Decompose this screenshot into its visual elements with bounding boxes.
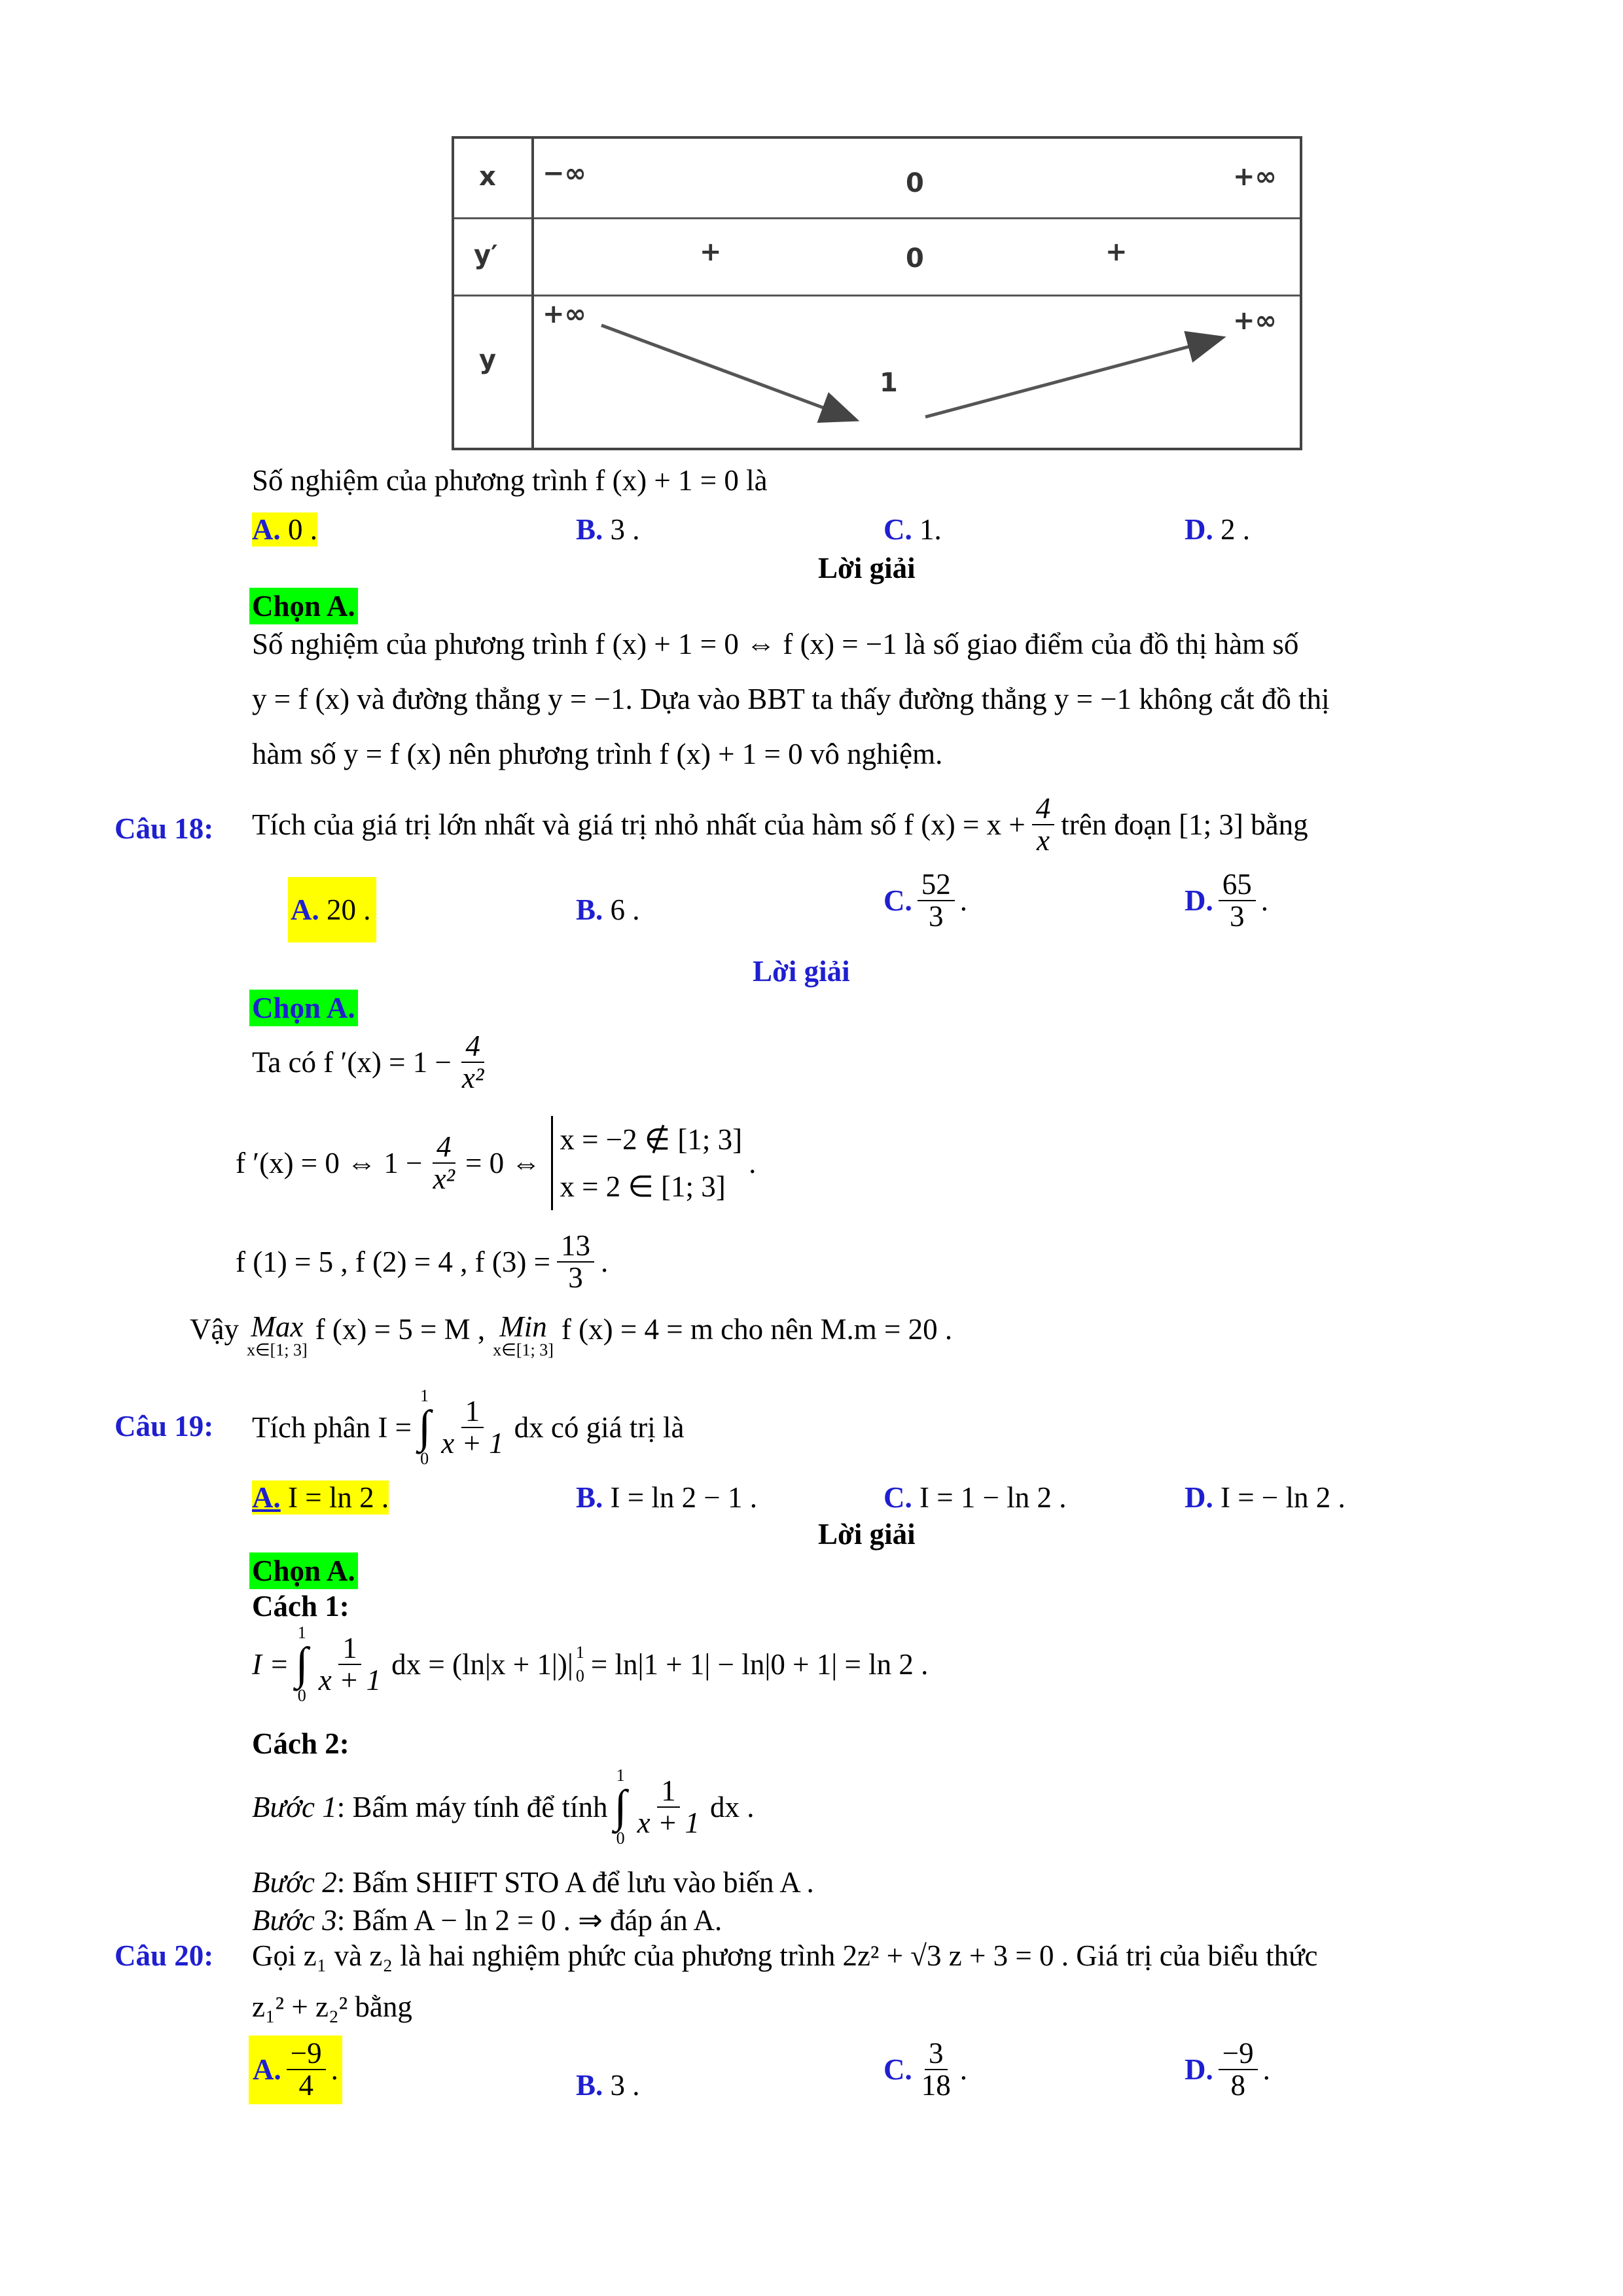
- q19-step-2-text: : Bấm SHIFT STO A để lưu vào biến A .: [336, 1866, 814, 1899]
- q18-step-derivative: [252, 1031, 488, 1094]
- q17-option-c: [883, 512, 942, 547]
- q18-label: Câu 18:: [115, 812, 214, 845]
- q19-integral-upper: 1: [420, 1386, 429, 1405]
- q18-option-d-numerator: 65: [1219, 869, 1256, 901]
- q19-integral: [418, 1388, 431, 1467]
- q19-m1-integral-lower: 0: [297, 1686, 306, 1705]
- q19-step-1-integral-upper: 1: [616, 1766, 625, 1785]
- q19-step-1-text: : Bấm máy tính để tính: [336, 1791, 608, 1823]
- q18-option-b: [576, 893, 640, 927]
- q19-option-a-letter: A.: [252, 1481, 281, 1514]
- q18-max-operator: [247, 1312, 308, 1359]
- q19-question-start: Tích phân I =: [252, 1411, 412, 1444]
- q18-values-numerator: 13: [557, 1230, 594, 1263]
- q18-critical-equiv: = 0 ⇔: [465, 1147, 541, 1179]
- q19-option-c-letter: C.: [883, 1481, 912, 1514]
- q19-method-2: Cách 2:: [252, 1727, 349, 1760]
- q19-step-1-integral-sign: ∫: [614, 1782, 627, 1832]
- q19-step-1-numerator: 1: [657, 1776, 680, 1808]
- q19-m1-bound-lower: 0: [575, 1666, 584, 1685]
- q19-step-1-end: dx .: [710, 1791, 755, 1823]
- q18-step-critical-points: [236, 1116, 756, 1210]
- x-pos-inf: +∞: [1233, 162, 1277, 192]
- q19-option-a: [252, 1480, 389, 1515]
- q19-step-2: [252, 1865, 814, 1899]
- y-pos-inf-left: +∞: [543, 299, 586, 329]
- q18-option-d-dot: .: [1260, 884, 1268, 918]
- q20-option-a-numerator: −9: [287, 2038, 326, 2070]
- q19-question: [252, 1388, 685, 1467]
- q18-conclusion-start: Vậy: [190, 1313, 239, 1346]
- q18-min-subscript: x∈[1; 3]: [493, 1340, 554, 1359]
- q20-option-d: [1185, 2038, 1270, 2102]
- q19-step-2-label: Bước 2: [252, 1866, 337, 1899]
- q18-step-values: [236, 1230, 608, 1294]
- q20-option-a: [249, 2036, 342, 2104]
- q18-derivative-text: Ta có f ′(x) = 1 −: [252, 1046, 452, 1079]
- q19-m1-middle: dx = (ln|x + 1|)|: [391, 1648, 573, 1681]
- q20-option-a-letter: A.: [253, 2053, 281, 2087]
- q18-option-a-text: 20 .: [327, 893, 371, 926]
- q18-option-c-numerator: 52: [918, 869, 955, 901]
- q18-case-2: x = 2 ∈ [1; 3]: [560, 1170, 726, 1203]
- q19-method-1-line: [252, 1624, 928, 1704]
- yprime-plus-right: +: [1105, 237, 1128, 267]
- q20-option-a-denominator: 4: [298, 2069, 313, 2102]
- q17-solution-line-3: hàm số y = f (x) nên phương trình f (x) + 1 = 0 vô nghiệm.: [252, 738, 943, 770]
- q18-question-end: trên đoạn [1; 3] bằng: [1061, 808, 1308, 842]
- q19-option-b-text: I = ln 2 − 1 .: [610, 1481, 758, 1514]
- q18-option-c-fraction: [918, 869, 955, 933]
- x-zero: 0: [906, 168, 924, 198]
- row-label-yprime: y′: [474, 240, 498, 270]
- x-neg-inf: −∞: [543, 158, 586, 188]
- q18-option-d-letter: D.: [1185, 884, 1213, 918]
- q19-m1-numerator: 1: [338, 1633, 361, 1665]
- q17-question: Số nghiệm của phương trình f (x) + 1 = 0 là: [252, 464, 768, 497]
- arrow-decreasing: [601, 325, 853, 419]
- q18-option-a-letter: A.: [291, 893, 319, 926]
- q19-step-3-text: : Bấm A − ln 2 = 0 . ⇒ đáp án A.: [336, 1904, 722, 1937]
- q18-critical-text: f ′(x) = 0 ⇔ 1 −: [236, 1147, 423, 1179]
- q18-option-d: [1185, 869, 1268, 933]
- row-label-y: y: [479, 345, 497, 375]
- q18-critical-fraction: [429, 1132, 459, 1195]
- q18-option-c-dot: .: [959, 884, 967, 918]
- q18-critical-denominator: x²: [433, 1162, 455, 1195]
- q17-option-c-letter: C.: [883, 513, 912, 546]
- q17-option-b: [576, 512, 640, 547]
- q18-values-dot: .: [601, 1246, 609, 1279]
- q20-option-d-denominator: 8: [1230, 2069, 1245, 2102]
- q18-values-fraction: [557, 1230, 594, 1294]
- q18-conclusion-max: f (x) = 5 = M ,: [315, 1313, 486, 1346]
- q19-m1-fraction: [315, 1633, 385, 1696]
- q19-m1-integral-sign: ∫: [295, 1639, 308, 1689]
- q19-option-c: [883, 1480, 1067, 1515]
- q19-option-b: [576, 1480, 757, 1515]
- q19-m1-bound-upper: 1: [575, 1642, 584, 1662]
- q18-solution-title: Lời giải: [753, 955, 850, 988]
- q20-question-line-1: Gọi z₁ và z₂ là hai nghiệm phức của phương trình 2z² + √3 z + 3 = 0 . Giá trị của biểu thức: [252, 1939, 1318, 1972]
- q19-option-a-text: I = ln 2 .: [288, 1481, 389, 1514]
- q18-question: [252, 793, 1308, 857]
- q19-m1-integral: [296, 1624, 308, 1704]
- q19-step-3: [252, 1903, 722, 1937]
- q18-option-c: [883, 869, 967, 933]
- yprime-zero: 0: [906, 243, 924, 274]
- yprime-plus-left: +: [700, 237, 722, 267]
- q19-m1-denominator: x + 1: [318, 1664, 382, 1696]
- q20-option-c-letter: C.: [883, 2053, 912, 2087]
- q17-option-b-text: 3 .: [610, 513, 640, 546]
- q18-question-fraction: [1032, 793, 1055, 857]
- variation-table: [452, 136, 1302, 450]
- q18-max-subscript: x∈[1; 3]: [246, 1340, 308, 1359]
- q20-question-line-2: z₁² + z₂² bằng: [252, 1990, 412, 2023]
- q18-option-d-denominator: 3: [1230, 900, 1245, 933]
- q18-conclusion-end: f (x) = 4 = m cho nên M.m = 20 .: [561, 1313, 953, 1346]
- q17-option-c-text: 1.: [919, 513, 942, 546]
- q18-min-operator: [493, 1312, 554, 1359]
- q18-conclusion: [190, 1312, 952, 1359]
- q19-step-1: [252, 1767, 755, 1847]
- q17-option-d: [1185, 512, 1250, 547]
- q20-label: Câu 20:: [115, 1939, 214, 1972]
- q20-option-d-letter: D.: [1185, 2053, 1213, 2087]
- q18-option-a: [288, 877, 376, 942]
- q20-option-b: [576, 2068, 640, 2102]
- q19-option-d: [1185, 1480, 1346, 1515]
- q19-choice: Chọn A.: [249, 1552, 358, 1589]
- y-pos-inf-right: +∞: [1233, 306, 1277, 336]
- q18-critical-cases: [551, 1116, 742, 1210]
- q20-option-c: [883, 2038, 967, 2102]
- q19-step-1-label: Bước 1: [252, 1791, 337, 1823]
- q20-option-d-numerator: −9: [1219, 2038, 1258, 2070]
- q19-option-d-text: I = − ln 2 .: [1221, 1481, 1346, 1514]
- q19-fraction-denominator: x + 1: [441, 1427, 504, 1460]
- q19-m1-end: = ln|1 + 1| − ln|0 + 1| = ln 2 .: [590, 1648, 929, 1681]
- q19-m1-integral-upper: 1: [297, 1623, 306, 1642]
- q17-option-a-letter: A.: [252, 513, 281, 546]
- q20-option-c-numerator: 3: [925, 2038, 948, 2070]
- q18-derivative-denominator: x²: [461, 1062, 484, 1095]
- q18-values-text: f (1) = 5 , f (2) = 4 , f (3) =: [236, 1246, 551, 1279]
- q19-fraction: [437, 1396, 507, 1460]
- q20-option-d-fraction: [1219, 2038, 1258, 2102]
- q18-fraction-denominator: x: [1036, 824, 1050, 857]
- q19-option-b-letter: B.: [576, 1481, 603, 1514]
- q18-case-1: x = −2 ∉ [1; 3]: [560, 1123, 743, 1156]
- arrow-increasing: [925, 338, 1220, 417]
- q18-min-label: Min: [499, 1310, 547, 1343]
- q19-integral-sign: ∫: [418, 1402, 431, 1452]
- q17-solution-line-2: y = f (x) và đường thẳng y = −1. Dựa vào BBT ta thấy đường thẳng y = −1 không cắt đồ thị: [252, 683, 1330, 715]
- q19-question-end: dx có giá trị là: [514, 1411, 685, 1444]
- q20-option-a-dot: .: [330, 2053, 338, 2087]
- q17-choice: Chọn A.: [249, 588, 358, 624]
- q20-option-b-text: 3 .: [610, 2069, 640, 2102]
- q18-max-label: Max: [251, 1310, 304, 1343]
- q20-option-d-dot: .: [1262, 2053, 1270, 2087]
- q19-step-3-label: Bước 3: [252, 1904, 337, 1937]
- q18-option-b-letter: B.: [576, 893, 603, 926]
- q19-option-d-letter: D.: [1185, 1481, 1213, 1514]
- q19-option-c-text: I = 1 − ln 2 .: [919, 1481, 1067, 1514]
- variation-arrows: [454, 139, 1305, 453]
- q17-option-d-letter: D.: [1185, 513, 1213, 546]
- q19-method-1: Cách 1:: [252, 1590, 349, 1623]
- q20-option-c-denominator: 18: [921, 2069, 951, 2102]
- q17-solution-line-1: Số nghiệm của phương trình f (x) + 1 = 0 ⇔ f (x) = −1 là số giao điểm của đồ thị hàm số: [252, 628, 1299, 660]
- q18-option-d-fraction: [1219, 869, 1256, 933]
- q19-solution-title: Lời giải: [818, 1518, 916, 1551]
- q17-option-a-text: 0 .: [288, 513, 317, 546]
- q17-solution-title: Lời giải: [818, 552, 916, 584]
- q18-option-c-letter: C.: [883, 884, 912, 918]
- q17-option-a: [252, 512, 317, 547]
- q18-critical-numerator: 4: [433, 1132, 455, 1164]
- q19-step-1-integral-lower: 0: [616, 1829, 625, 1848]
- q18-question-start: Tích của giá trị lớn nhất và giá trị nhỏ nhất của hàm số f (x) = x +: [252, 808, 1026, 842]
- q19-step-1-denominator: x + 1: [637, 1806, 700, 1839]
- q20-option-c-fraction: [918, 2038, 955, 2102]
- q17-option-b-letter: B.: [576, 513, 603, 546]
- q18-choice: Chọn A.: [249, 990, 358, 1026]
- q18-fraction-numerator: 4: [1032, 793, 1055, 825]
- q19-m1-start: I =: [252, 1648, 289, 1681]
- q17-option-d-text: 2 .: [1221, 513, 1250, 546]
- q19-m1-bounds: [576, 1641, 584, 1689]
- q18-option-b-text: 6 .: [610, 893, 640, 926]
- q20-option-a-fraction: [287, 2038, 326, 2102]
- q19-label: Câu 19:: [115, 1410, 214, 1443]
- q18-values-denominator: 3: [568, 1261, 583, 1295]
- q20-option-c-dot: .: [959, 2053, 967, 2087]
- y-min-value: 1: [880, 368, 898, 398]
- q19-fraction-numerator: 1: [461, 1396, 484, 1428]
- q20-option-b-letter: B.: [576, 2069, 603, 2102]
- row-label-x: x: [479, 162, 496, 192]
- q18-option-c-denominator: 3: [929, 900, 944, 933]
- q18-derivative-numerator: 4: [461, 1031, 484, 1063]
- q19-integral-lower: 0: [420, 1449, 429, 1468]
- q19-step-1-integral: [614, 1767, 626, 1847]
- q18-critical-dot: .: [749, 1147, 757, 1179]
- q18-derivative-fraction: [458, 1031, 488, 1094]
- q19-step-1-fraction: [633, 1776, 704, 1839]
